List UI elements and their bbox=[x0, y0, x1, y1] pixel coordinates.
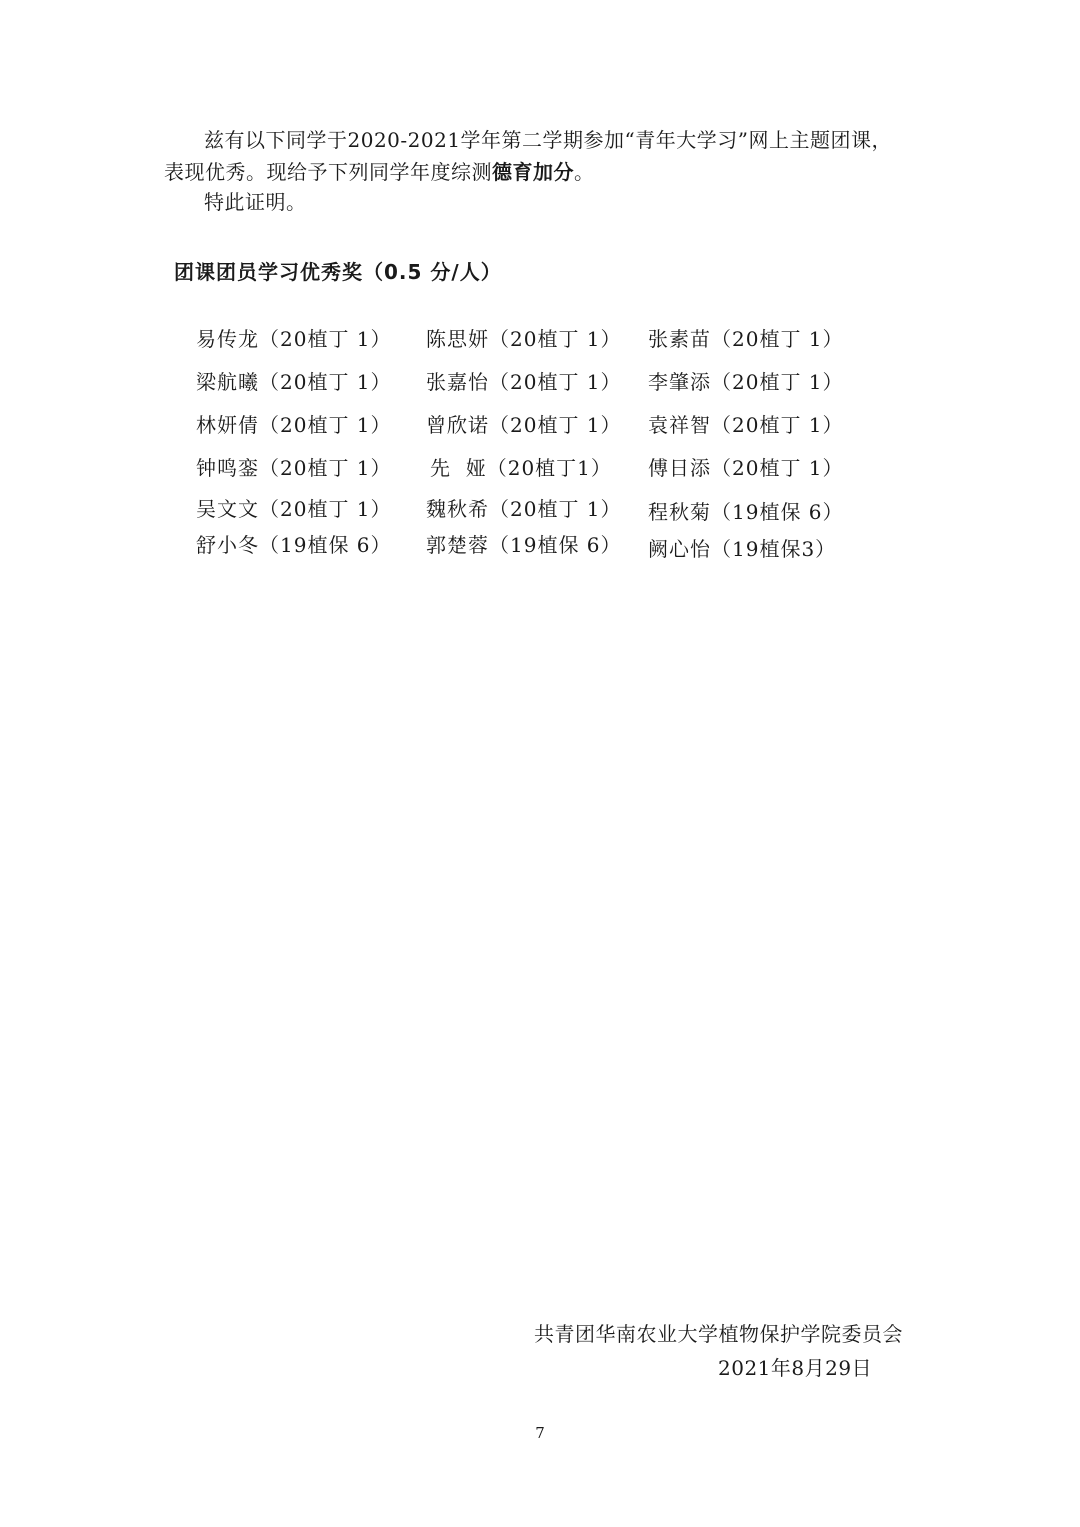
awardee-item: 易传龙（20植丁 1） bbox=[196, 327, 392, 351]
intro-end: 。 bbox=[574, 160, 595, 184]
section-title: 团课团员学习优秀奖（0.5 分/人） bbox=[174, 260, 502, 284]
intro-text: 兹有以下同学于2020-2021学年第二学期参加“青年大学习”网上主题团课，表现优秀。现给予下列同学年度综测 bbox=[164, 128, 893, 184]
awardee-item: 阙心怡（19植保3） bbox=[648, 537, 837, 561]
intro-bold-text: 德育加分 bbox=[492, 160, 574, 184]
awardee-item: 林妍倩（20植丁 1） bbox=[196, 413, 392, 437]
awardee-item: 梁航曦（20植丁 1） bbox=[196, 370, 392, 394]
awardee-item: 程秋菊（19植保 6） bbox=[648, 500, 844, 524]
awardee-item: 袁祥智（20植丁 1） bbox=[648, 413, 844, 437]
awardee-item: 曾欣诺（20植丁 1） bbox=[426, 413, 622, 437]
page-number: 7 bbox=[535, 1424, 545, 1442]
awardee-item: 张嘉怡（20植丁 1） bbox=[426, 370, 622, 394]
awardee-item: 李肇添（20植丁 1） bbox=[648, 370, 844, 394]
awardee-item: 张素苗（20植丁 1） bbox=[648, 327, 844, 351]
awardee-item: 舒小冬（19植保 6） bbox=[196, 533, 392, 557]
awardee-item: 吴文文（20植丁 1） bbox=[196, 497, 392, 521]
awardee-item: 郭楚蓉（19植保 6） bbox=[426, 533, 622, 557]
intro-paragraph bbox=[164, 124, 904, 188]
awardee-item: 钟鸣銮（20植丁 1） bbox=[196, 456, 392, 480]
awardee-item: 先 娅（20植丁1） bbox=[430, 456, 612, 480]
signature-date: 2021年8月29日 bbox=[718, 1356, 873, 1380]
signature-organization: 共青团华南农业大学植物保护学院委员会 bbox=[534, 1322, 903, 1346]
awardee-item: 陈思妍（20植丁 1） bbox=[426, 327, 622, 351]
certification-paragraph: 特此证明。 bbox=[204, 190, 307, 214]
awardee-item: 魏秋希（20植丁 1） bbox=[426, 497, 622, 521]
awardee-item: 傅日添（20植丁 1） bbox=[648, 456, 844, 480]
